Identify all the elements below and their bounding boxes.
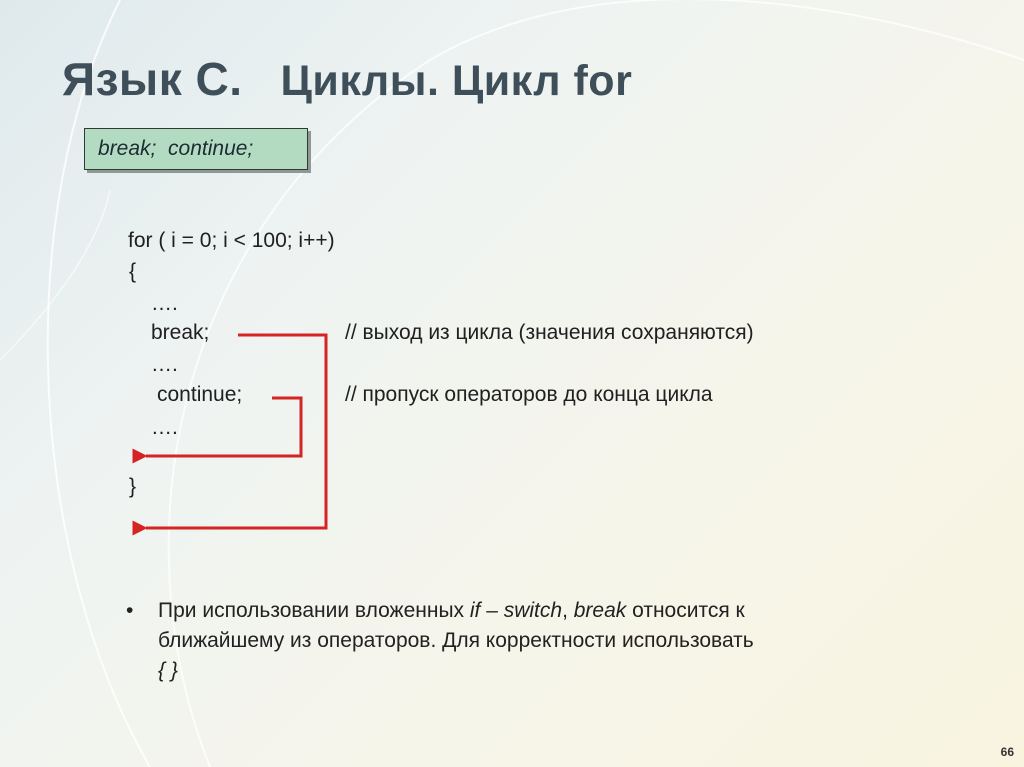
code-continue: continue; — [157, 383, 243, 406]
keywords-box: break; continue; — [84, 128, 308, 170]
note-bullet — [126, 596, 766, 686]
code-close-brace: } — [129, 475, 137, 498]
code-dots-2: …. — [151, 353, 178, 376]
note-part-2: , — [562, 599, 574, 622]
note-text — [158, 596, 766, 686]
break-arrow — [146, 335, 326, 528]
title-main: Язык С. — [62, 53, 243, 105]
note-part-3: относится к ближайшему из операторов. Для корректности использовать — [158, 599, 754, 652]
note-if-switch: if – switch — [469, 599, 563, 622]
note-break: break — [573, 599, 627, 622]
code-continue-comment: // пропуск операторов до конца цикла — [345, 383, 713, 406]
code-dots-3: …. — [151, 416, 178, 439]
code-dots-1: …. — [151, 292, 178, 315]
code-open-brace: { — [129, 260, 137, 283]
code-for-header: for ( i = 0; i < 100; i++) — [128, 229, 335, 252]
title-sub: Циклы. Цикл for — [280, 57, 633, 105]
note-braces: { } — [158, 659, 178, 682]
continue-arrow — [146, 398, 301, 456]
page-number: 66 — [1000, 745, 1014, 759]
code-break: break; — [151, 321, 210, 344]
bullet-marker: • — [126, 599, 134, 622]
note-part-1: При использовании вложенных — [158, 599, 470, 622]
code-break-comment: // выход из цикла (значения сохраняются) — [345, 321, 754, 344]
